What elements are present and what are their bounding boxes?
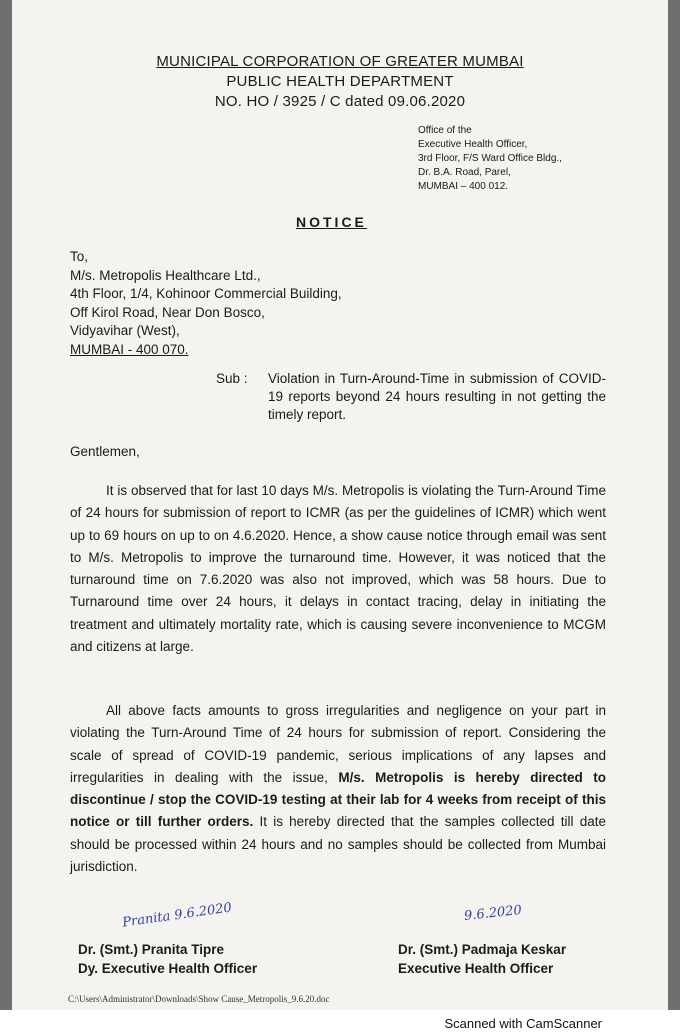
paragraph-1: It is observed that for last 10 days M/s. Metropolis is violating the Turn-Around Time of 24 hours for submission of report to ICMR (as per the guidelines of ICMR) which went up to 69 hours on up to on 4.6.2020. Hence, a show cause notice through email was sent to M/s. Metropolis to improve the turnaround time. However, it was noticed that the turnaround time on 7.6.2020 was also not improved, which was 58 hours. Due to Turnaround time over 24 hours, it delays in contact tracing, delay in initiating the treatment and ultimately mortality rate, which is causing severe inconvenience to MCGM and citizens at large. xyxy=(70,483,606,655)
addressee-block xyxy=(70,248,342,359)
addressee-line: Vidyavihar (West), xyxy=(70,323,180,338)
signatory-1-name: Dr. (Smt.) Pranita Tipre xyxy=(78,942,225,957)
signatory-1 xyxy=(78,940,257,978)
department-name: PUBLIC HEALTH DEPARTMENT xyxy=(226,73,454,90)
to-label: To, xyxy=(70,249,89,264)
signature-handwriting-2: 9.6.2020 xyxy=(463,903,523,924)
addressee-line: M/s. Metropolis Healthcare Ltd., xyxy=(70,267,261,283)
directive-text: M/s. Metropolis is hereby directed to discontinue / stop the COVID-19 testing at their lab for 4 weeks from receipt of this notice or till further orders. xyxy=(70,769,606,830)
office-line: 3rd Floor, F/S Ward Office Bldg., xyxy=(418,153,562,164)
paragraph-2-part2: It is hereby directed that the samples collected till date should be processed within 24 hours and no samples should be collected from Mumbai jurisdiction. xyxy=(70,814,606,875)
signature-handwriting-1: Pranita 9.6.2020 xyxy=(121,900,233,931)
office-address xyxy=(418,124,562,194)
addressee-city: MUMBAI - 400 070. xyxy=(70,341,189,357)
signatory-2-name: Dr. (Smt.) Padmaja Keskar xyxy=(398,942,567,957)
file-path-footer: C:\Users\Administrator\Downloads\Show Cause_Metropolis_9.6.20.doc xyxy=(68,994,330,1004)
letterhead xyxy=(12,52,668,112)
paragraph-2-part1: All above facts amounts to gross irregularities and negligence on your part in violating the Turn-Around Time of 24 hours for submission of report. Considering the scale of spread of COVID-19 pandemic, serious implications of any lapses and irregularities in dealing with the issue, xyxy=(70,703,606,785)
reference-number: NO. HO / 3925 / C dated 09.06.2020 xyxy=(214,93,466,110)
office-line: Dr. B.A. Road, Parel, xyxy=(418,167,511,178)
greeting: Gentlemen, xyxy=(70,444,140,459)
office-line: Executive Health Officer, xyxy=(418,139,528,150)
subject-label: Sub : xyxy=(216,371,248,386)
scanner-watermark: Scanned with CamScanner xyxy=(444,1016,602,1031)
signatory-2-title: Executive Health Officer xyxy=(398,961,554,976)
addressee-line: 4th Floor, 1/4, Kohinoor Commercial Building, xyxy=(70,286,342,301)
paragraph-2 xyxy=(70,700,606,878)
scanner-bar xyxy=(0,1010,680,1036)
corporation-name: MUNICIPAL CORPORATION OF GREATER MUMBAI xyxy=(156,53,524,70)
notice-page xyxy=(12,0,668,1010)
addressee-line: Off Kirol Road, Near Don Bosco, xyxy=(70,304,265,320)
notice-title: NOTICE xyxy=(296,214,367,230)
office-line: MUMBAI – 400 012. xyxy=(418,181,509,192)
subject-text: Violation in Turn-Around-Time in submission of COVID-19 reports beyond 24 hours resulting in not getting the timely report. xyxy=(268,371,606,422)
office-line: Office of the xyxy=(418,125,472,136)
signatory-2 xyxy=(398,940,566,978)
signatory-1-title: Dy. Executive Health Officer xyxy=(78,961,258,976)
